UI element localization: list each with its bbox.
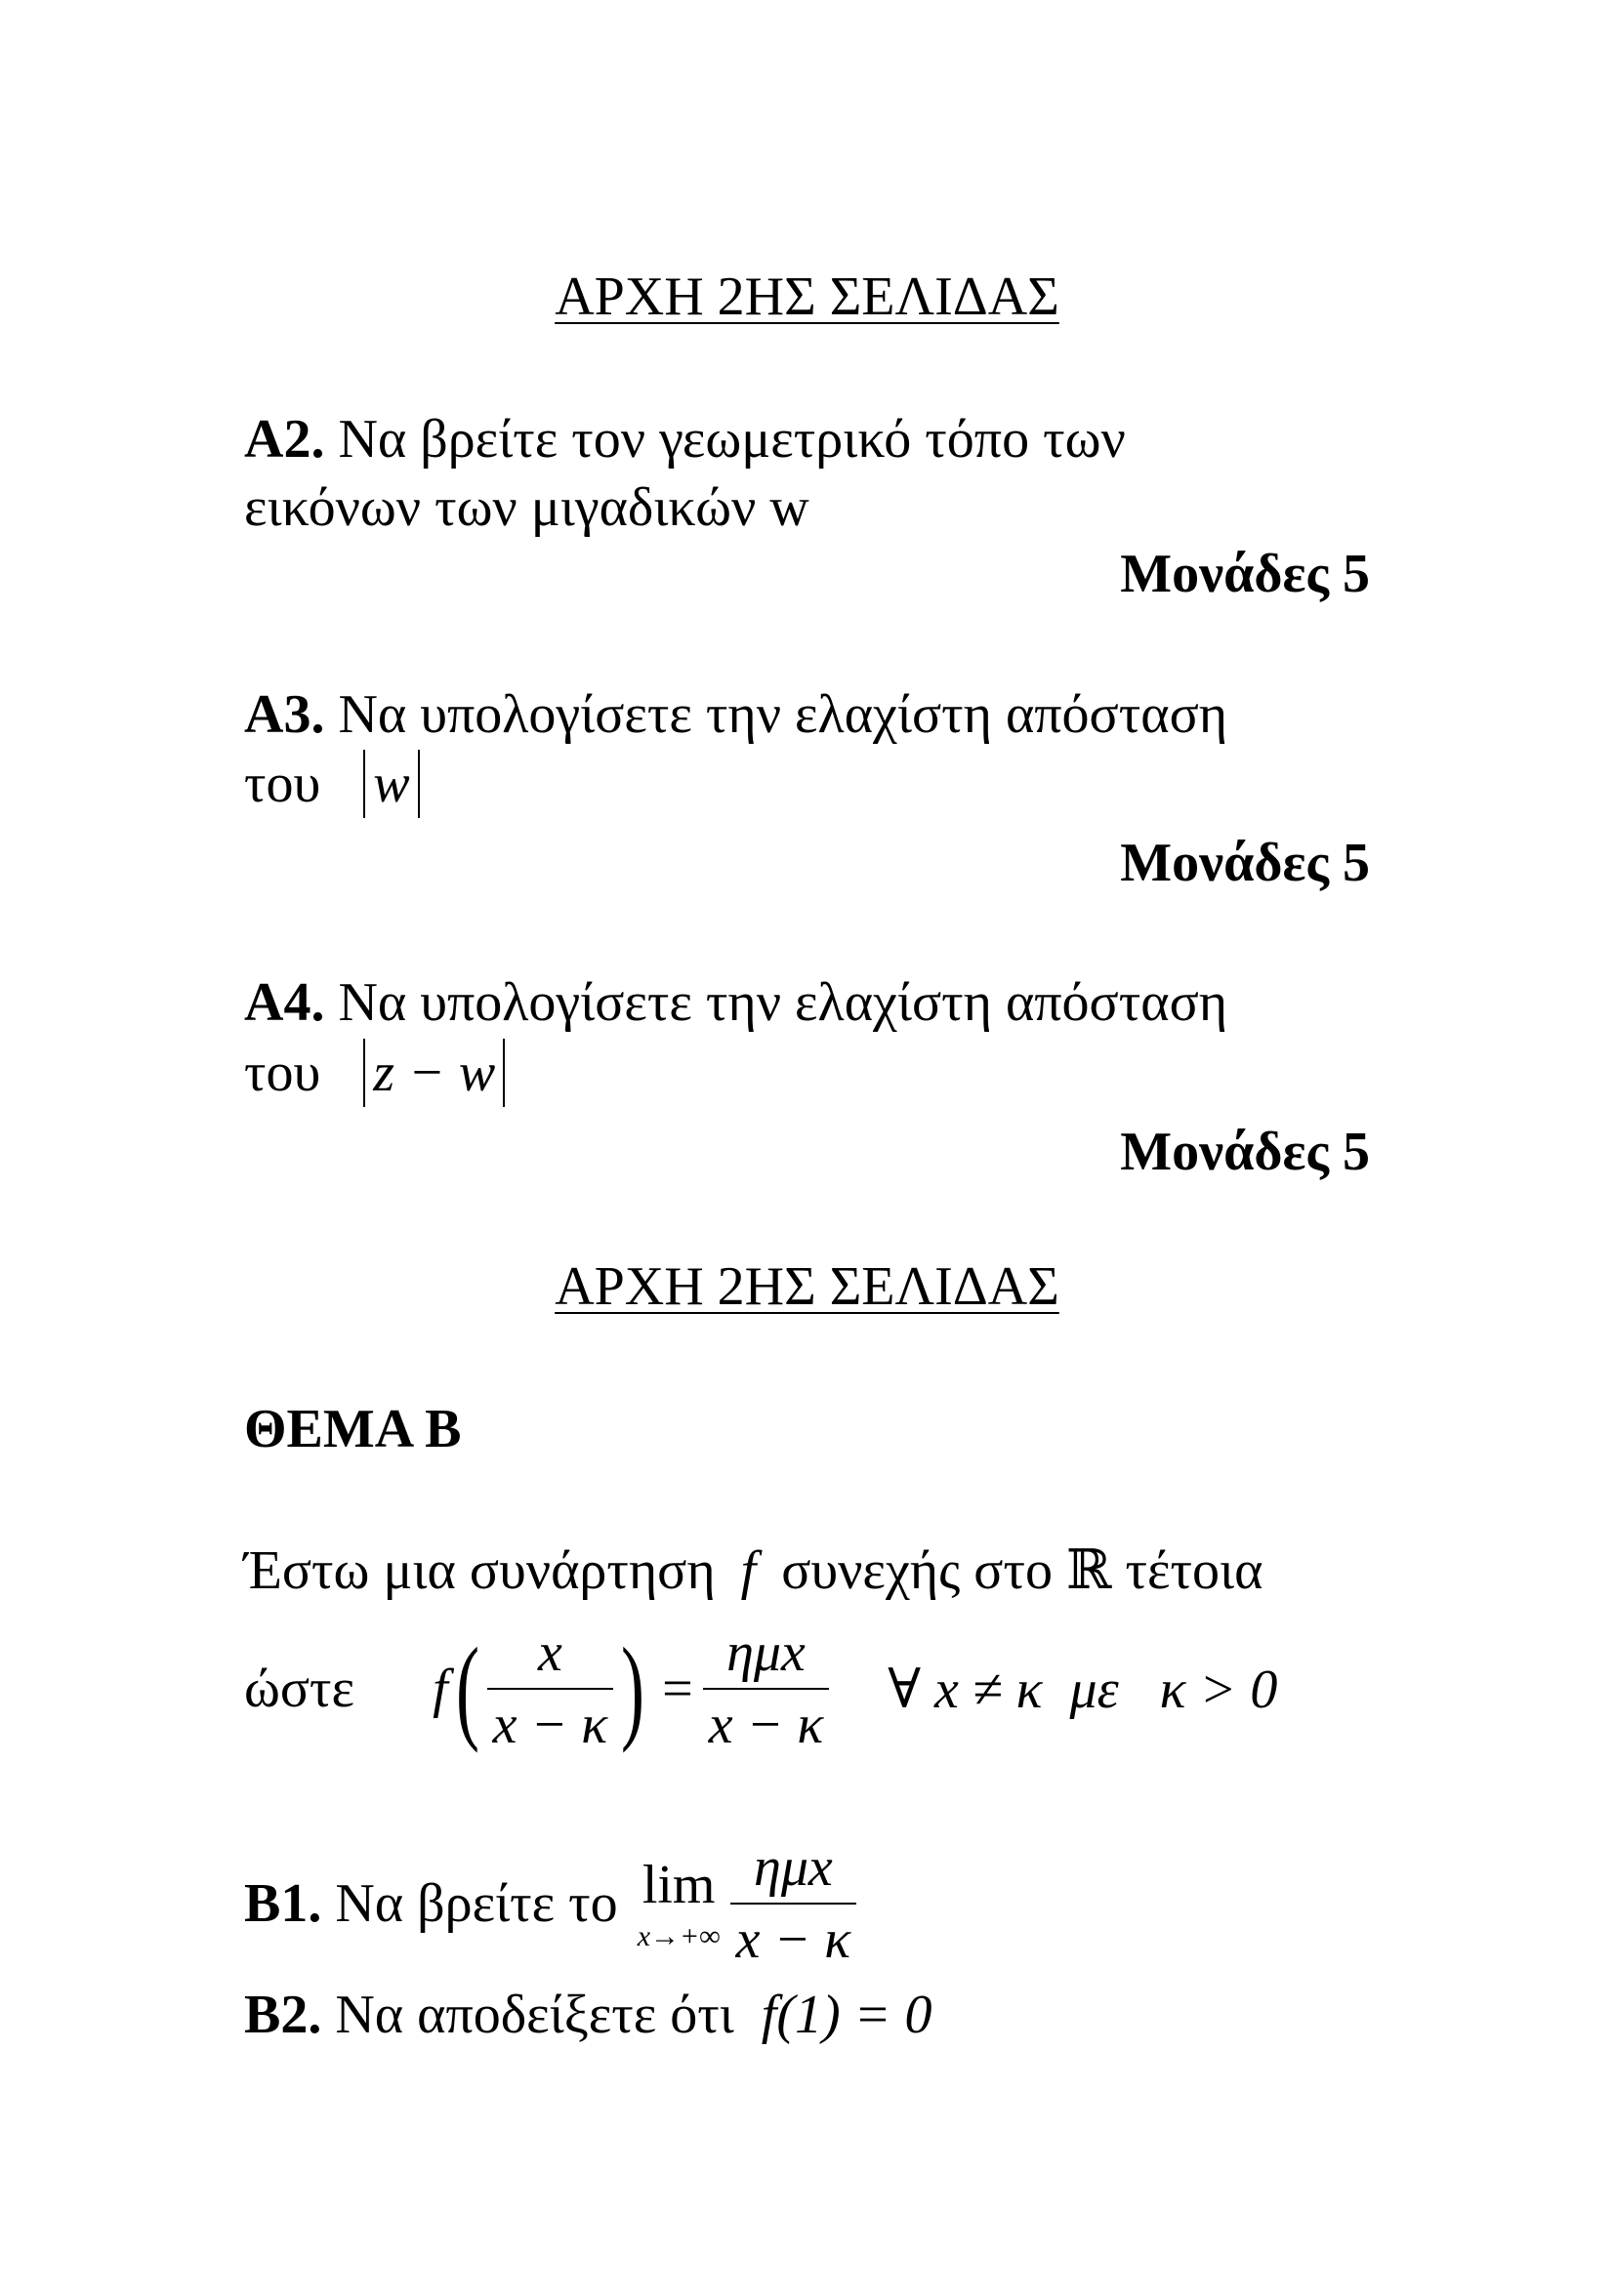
intro-line2 [244, 1601, 1277, 1777]
b2-line [244, 1984, 931, 2046]
page-header-top: ΑΡΧΗ 2ΗΣ ΣΕΛΙΔΑΣ [555, 266, 1059, 327]
a3-units: Μονάδες 5 [1120, 833, 1370, 893]
a3-line2 [244, 750, 420, 818]
a3-math: w [363, 750, 419, 818]
rhs-numerator: ημx [726, 1622, 806, 1683]
left-paren: ( [455, 1623, 479, 1753]
a2-line2: εικόνων των μιγαδικών w [244, 477, 809, 538]
b2-math: f(1) = 0 [761, 1985, 932, 2045]
b1-fraction [730, 1836, 857, 1971]
lim-word: lim [641, 1855, 716, 1915]
section-title: ΘΕΜΑ Β [244, 1399, 462, 1459]
b1-numerator: ημx [754, 1837, 833, 1898]
a3-prefix: του [244, 754, 321, 814]
condition: ∀ x ≠ κ με κ > 0 [888, 1659, 1278, 1720]
a4-units: Μονάδες 5 [1120, 1122, 1370, 1182]
a3-line1 [244, 683, 1227, 746]
intro-part1: Έστω μια συνάρτηση [244, 1540, 716, 1601]
intro-f: f [740, 1540, 757, 1601]
a2-label: Α2. [244, 409, 325, 470]
b1-label: Β1. [244, 1873, 322, 1934]
right-paren: ) [621, 1623, 645, 1753]
a4-label: Α4. [244, 972, 325, 1033]
a4-math: z − w [363, 1039, 505, 1107]
a4-line2 [244, 1039, 505, 1107]
intro-wste: ώστε [244, 1659, 355, 1719]
equals-sign: = [662, 1659, 693, 1719]
lhs-fraction [487, 1621, 614, 1756]
b1-line [244, 1835, 856, 1972]
a4-text: Να υπολογίσετε την ελαχίστη απόσταση [338, 972, 1228, 1033]
a4-line1 [244, 971, 1227, 1034]
equation-f: f [433, 1659, 448, 1719]
a2-text: Να βρείτε τον γεωμετρικό τόπο των [338, 409, 1126, 470]
limit-operator [638, 1854, 721, 1953]
page-header-mid: ΑΡΧΗ 2ΗΣ ΣΕΛΙΔΑΣ [555, 1256, 1059, 1317]
lhs-numerator: x [537, 1622, 562, 1683]
a3-label: Α3. [244, 684, 325, 745]
b2-text: Να αποδείξετε ότι [335, 1985, 734, 2045]
rhs-fraction [703, 1621, 830, 1756]
a2-line1 [244, 408, 1126, 471]
b1-text: Να βρείτε το [335, 1873, 618, 1934]
a3-text: Να υπολογίσετε την ελαχίστη απόσταση [338, 684, 1228, 745]
rhs-denominator: x − κ [703, 1688, 830, 1756]
b2-label: Β2. [244, 1985, 322, 2045]
a4-prefix: του [244, 1043, 321, 1103]
intro-part2: συνεχής στο ℝ τέτοια [781, 1540, 1263, 1601]
a2-units: Μονάδες 5 [1120, 544, 1370, 604]
intro-line1 [244, 1538, 1262, 1602]
lim-subscript: x→+∞ [637, 1920, 721, 1952]
b1-denominator: x − κ [730, 1903, 857, 1971]
lhs-denominator: x − κ [487, 1688, 614, 1756]
